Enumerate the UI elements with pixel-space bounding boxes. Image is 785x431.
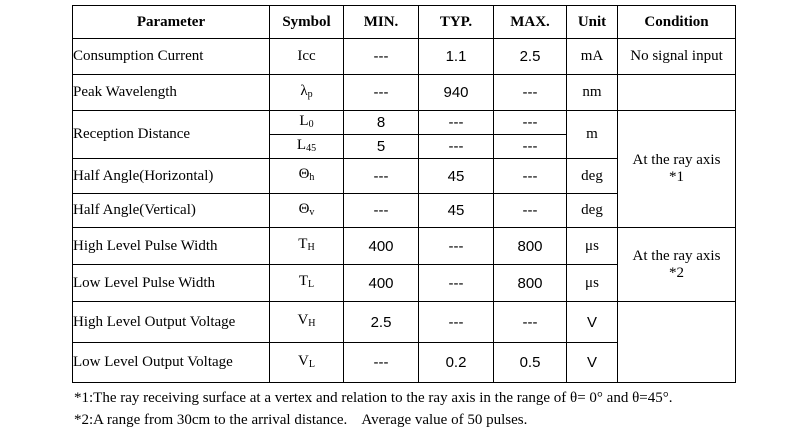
cell-max: 800 [494, 265, 567, 302]
header-symbol: Symbol [270, 6, 344, 39]
cell-unit: nm [567, 75, 618, 111]
cell-max: --- [494, 302, 567, 343]
cell-unit: μs [567, 265, 618, 302]
header-parameter: Parameter [73, 6, 270, 39]
cell-min: 5 [344, 135, 419, 159]
cell-max: 800 [494, 228, 567, 265]
cell-min: --- [344, 159, 419, 194]
footnotes [74, 387, 672, 431]
cell-min: --- [344, 343, 419, 383]
cell-symbol: $L_0$ [270, 111, 344, 135]
cell-unit: mA [567, 39, 618, 75]
cell-unit: deg [567, 194, 618, 228]
cell-symbol: $V_L$ [270, 343, 344, 383]
cell-max: --- [494, 194, 567, 228]
condition-line: At the ray axis [632, 152, 721, 168]
header-max: MAX. [494, 6, 567, 39]
cell-max: --- [494, 135, 567, 159]
cell-typ: 0.2 [419, 343, 494, 383]
cell-condition-empty [618, 302, 736, 383]
cell-parameter: Half Angle(Horizontal) [73, 159, 270, 194]
cell-max: 0.5 [494, 343, 567, 383]
cell-symbol: $T_H$ [270, 228, 344, 265]
cell-min: 8 [344, 111, 419, 135]
cell-max: --- [494, 159, 567, 194]
cell-typ: --- [419, 135, 494, 159]
header-row [73, 6, 736, 39]
footnote-2: *2:A range from 30cm to the arrival distance. Average value of 50 pulses. [74, 412, 528, 428]
cell-typ: 45 [419, 159, 494, 194]
header-unit: Unit [567, 6, 618, 39]
cell-typ: 45 [419, 194, 494, 228]
cell-typ: 940 [419, 75, 494, 111]
cell-min: 2.5 [344, 302, 419, 343]
table-row [73, 302, 736, 343]
cell-unit: V [567, 302, 618, 343]
cell-condition [618, 111, 736, 228]
condition-note-ref: *2 [669, 264, 684, 281]
table-row [73, 228, 736, 265]
cell-parameter: Low Level Output Voltage [73, 343, 270, 383]
cell-parameter: Low Level Pulse Width [73, 265, 270, 302]
header-condition: Condition [618, 6, 736, 39]
cell-min: --- [344, 75, 419, 111]
cell-typ: --- [419, 265, 494, 302]
header-min: MIN. [344, 6, 419, 39]
cell-unit: m [567, 111, 618, 159]
cell-max: --- [494, 75, 567, 111]
cell-unit: μs [567, 228, 618, 265]
table-row [73, 75, 736, 111]
cell-min: --- [344, 194, 419, 228]
cell-condition [618, 228, 736, 302]
cell-symbol: $\lambda_p$ [270, 75, 344, 111]
cell-max: --- [494, 111, 567, 135]
cell-parameter: Reception Distance [73, 111, 270, 159]
cell-min: 400 [344, 228, 419, 265]
header-typ: TYP. [419, 6, 494, 39]
cell-condition: No signal input [618, 39, 736, 75]
table-row [73, 39, 736, 75]
cell-symbol: $T_L$ [270, 265, 344, 302]
cell-symbol: $L_{45}$ [270, 135, 344, 159]
cell-symbol: $\Theta_v$ [270, 194, 344, 228]
cell-parameter: High Level Output Voltage [73, 302, 270, 343]
cell-min: 400 [344, 265, 419, 302]
cell-min: --- [344, 39, 419, 75]
cell-unit: deg [567, 159, 618, 194]
cell-parameter: Consumption Current [73, 39, 270, 75]
cell-symbol: $V_H$ [270, 302, 344, 343]
cell-symbol: $\Theta_h$ [270, 159, 344, 194]
condition-note-ref: *1 [669, 169, 684, 185]
cell-parameter: Half Angle(Vertical) [73, 194, 270, 228]
cell-symbol: Icc [270, 39, 344, 75]
cell-typ: --- [419, 228, 494, 265]
cell-typ: 1.1 [419, 39, 494, 75]
table-row [73, 111, 736, 135]
cell-parameter: High Level Pulse Width [73, 228, 270, 265]
condition-line: At the ray axis [632, 247, 721, 264]
cell-parameter: Peak Wavelength [73, 75, 270, 111]
cell-typ: --- [419, 111, 494, 135]
spec-table [72, 5, 736, 383]
footnote-1: *1:The ray receiving surface at a vertex and relation to the ray axis in the range of θ= 0° and θ=45°. [74, 390, 673, 406]
cell-condition-empty [618, 75, 736, 111]
cell-max: 2.5 [494, 39, 567, 75]
cell-unit: V [567, 343, 618, 383]
cell-typ: --- [419, 302, 494, 343]
